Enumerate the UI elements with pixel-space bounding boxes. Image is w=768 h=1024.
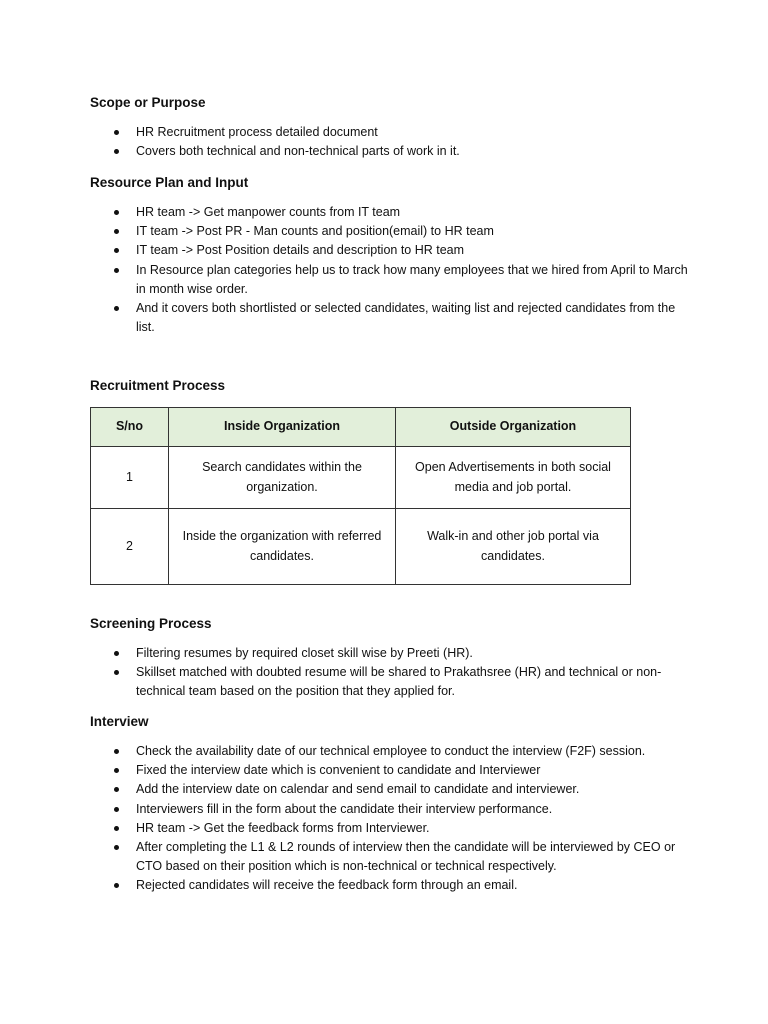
table-header-cell: Inside Organization: [169, 408, 396, 447]
table-cell: Search candidates within the organization.: [169, 447, 396, 509]
table-header-cell: S/no: [91, 408, 169, 447]
bullet-icon: [114, 749, 119, 754]
list-item: IT team -> Post Position details and description to HR team: [90, 241, 690, 260]
list-item: Interviewers fill in the form about the candidate their interview performance.: [90, 800, 690, 819]
bullet-icon: [114, 787, 119, 792]
list-item: Filtering resumes by required closet skill wise by Preeti (HR).: [90, 644, 690, 663]
bullet-icon: [114, 210, 119, 215]
scope-list: [90, 123, 690, 161]
list-item: Fixed the interview date which is convenient to candidate and Interviewer: [90, 761, 690, 780]
bullet-icon: [114, 883, 119, 888]
list-item: Rejected candidates will receive the feedback form through an email.: [90, 876, 690, 895]
list-item: IT team -> Post PR - Man counts and position(email) to HR team: [90, 222, 690, 241]
list-item: After completing the L1 & L2 rounds of interview then the candidate will be interviewed by CEO or CTO based on their position which is non-technical or technical respectively.: [90, 838, 690, 876]
resource-plan-heading: Resource Plan and Input: [90, 175, 249, 190]
list-item: Add the interview date on calendar and send email to candidate and interviewer.: [90, 780, 690, 799]
interview-heading: Interview: [90, 714, 149, 729]
list-item: HR team -> Get the feedback forms from Interviewer.: [90, 819, 690, 838]
recruitment-heading: Recruitment Process: [90, 378, 226, 393]
list-item: And it covers both shortlisted or selected candidates, waiting list and rejected candidates from the list.: [90, 299, 690, 337]
table-row: [91, 447, 631, 509]
table-cell: Walk-in and other job portal via candidates.: [396, 509, 631, 585]
bullet-icon: [114, 229, 119, 234]
bullet-icon: [114, 248, 119, 253]
list-item: Skillset matched with doubted resume will be shared to Prakathsree (HR) and technical or non-technical team based on the position that they applied for.: [90, 663, 690, 701]
list-item: HR Recruitment process detailed document: [90, 123, 690, 142]
table-row: [91, 509, 631, 585]
table-cell: 2: [91, 509, 169, 585]
bullet-icon: [114, 130, 119, 135]
list-item: Covers both technical and non-technical parts of work in it.: [90, 142, 690, 161]
bullet-icon: [114, 651, 119, 656]
scope-heading: Scope or Purpose: [90, 95, 206, 110]
screening-heading: Screening Process: [90, 616, 212, 631]
bullet-icon: [114, 807, 119, 812]
table-cell: Open Advertisements in both social media and job portal.: [396, 447, 631, 509]
bullet-icon: [114, 149, 119, 154]
table-header-row: [91, 408, 631, 447]
bullet-icon: [114, 268, 119, 273]
bullet-icon: [114, 768, 119, 773]
recruitment-table: [90, 407, 631, 585]
bullet-icon: [114, 845, 119, 850]
resource-plan-list: [90, 203, 690, 337]
bullet-icon: [114, 306, 119, 311]
list-item: Check the availability date of our technical employee to conduct the interview (F2F) session.: [90, 742, 690, 761]
list-item: In Resource plan categories help us to track how many employees that we hired from April to March in month wise order.: [90, 261, 690, 299]
table-cell: 1: [91, 447, 169, 509]
screening-list: [90, 644, 690, 702]
table-cell: Inside the organization with referred candidates.: [169, 509, 396, 585]
bullet-icon: [114, 670, 119, 675]
table-header-cell: Outside Organization: [396, 408, 631, 447]
interview-list: [90, 742, 690, 896]
list-item: HR team -> Get manpower counts from IT team: [90, 203, 690, 222]
bullet-icon: [114, 826, 119, 831]
